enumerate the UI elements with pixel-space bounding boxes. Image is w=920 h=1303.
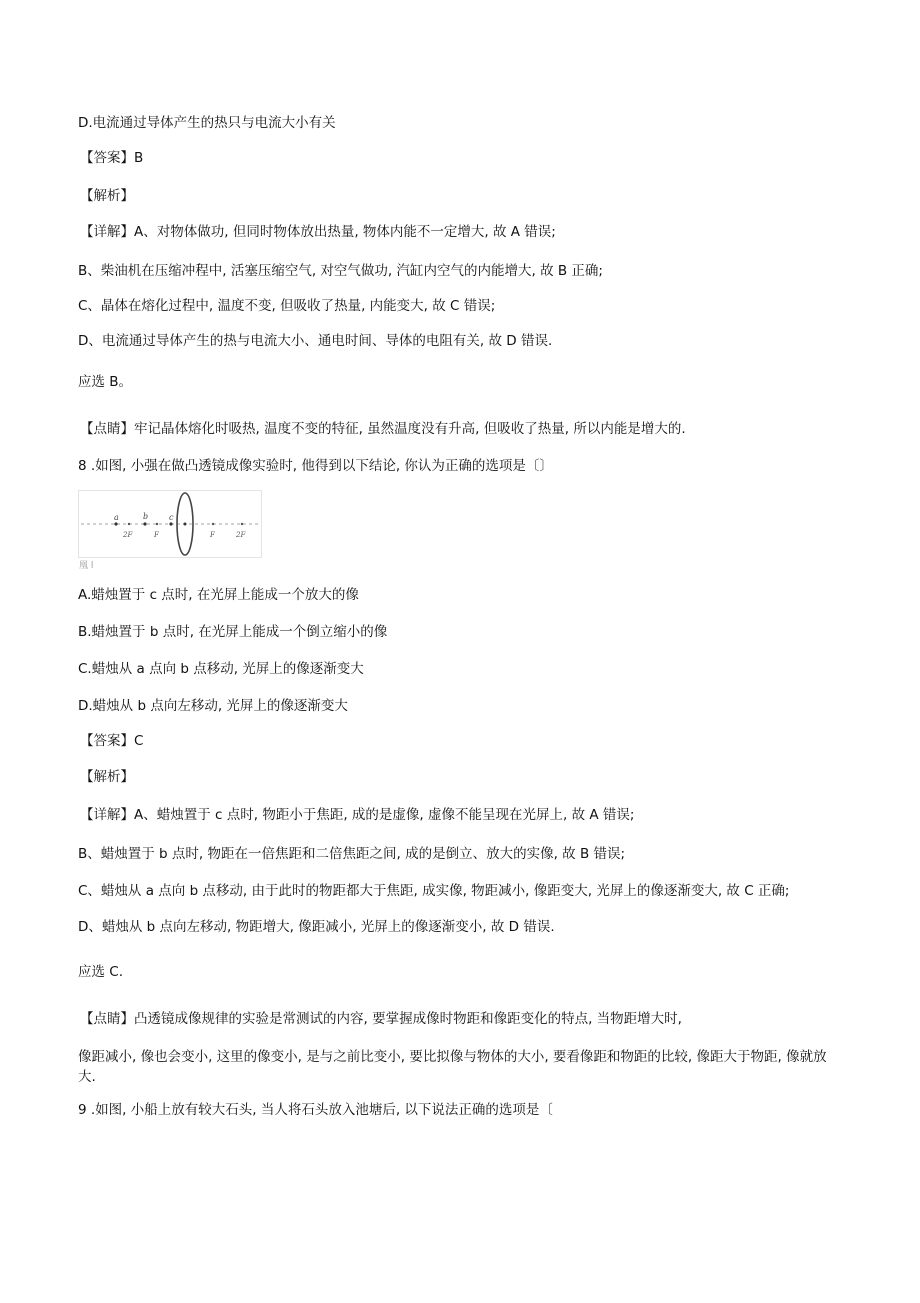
q8-question: 8 .如图, 小强在做凸透镜成像实验时, 他得到以下结论, 你认为正确的选项是〔〕 bbox=[78, 458, 553, 474]
q8-choose: 应选 C. bbox=[78, 964, 124, 980]
q7-choose: 应选 B。 bbox=[78, 374, 133, 390]
convex-lens-figure bbox=[78, 490, 262, 558]
point-f-left-dot bbox=[156, 523, 158, 525]
point-2f-right-dot bbox=[241, 523, 243, 525]
label-a: a bbox=[114, 513, 119, 522]
q8-detail-b: B、蜡烛置于 b 点时, 物距在一倍焦距和二倍焦距之间, 成的是倒立、放大的实像, 故 B 错误; bbox=[78, 846, 626, 862]
lens-diagram bbox=[79, 491, 261, 557]
q8-tip-line-1: 【点睛】凸透镜成像规律的实验是常测试的内容, 要掌握成像时物距和像距变化的特点, 当物距增大时, bbox=[80, 1011, 682, 1027]
optical-center bbox=[184, 523, 187, 526]
q8-analysis-heading: 【解析】 bbox=[80, 769, 134, 785]
label-f-left: F bbox=[154, 531, 159, 539]
q8-detail-a: 【详解】A、蜡烛置于 c 点时, 物距小于焦距, 成的是虚像, 虚像不能呈现在光屏上, 故 A 错误; bbox=[80, 807, 635, 823]
q7-detail-d: D、电流通过导体产生的热与电流大小、通电时间、导体的电阻有关, 故 D 错误. bbox=[78, 333, 553, 349]
q7-detail-b: B、柴油机在压缩冲程中, 活塞压缩空气, 对空气做功, 汽缸内空气的内能增大, 故 B 正确; bbox=[78, 263, 603, 279]
label-2f-left: 2F bbox=[123, 531, 133, 539]
q7-analysis-heading: 【解析】 bbox=[80, 188, 134, 204]
q8-tip-line-2: 像距减小, 像也会变小, 这里的像变小, 是与之前比变小, 要比拟像与物体的大小, 要看像距和物距的比较, 像距大于物距, 像就放大. bbox=[78, 1049, 827, 1085]
point-b-dot bbox=[143, 522, 146, 525]
q7-detail-a: 【详解】A、对物体做功, 但同时物体放出热量, 物体内能不一定增大, 故 A 错误; bbox=[80, 224, 556, 240]
q8-option-c: C.蜡烛从 a 点向 b 点移动, 光屏上的像逐渐变大 bbox=[78, 661, 364, 677]
label-b: b bbox=[143, 512, 149, 521]
label-f-right: F bbox=[210, 531, 215, 539]
q8-detail-c: C、蜡烛从 a 点向 b 点移动, 由于此时的物距都大于焦距, 成实像, 物距减小, 像距变大, 光屏上的像逐渐变大, 故 C 正确; bbox=[78, 883, 790, 899]
q8-answer: 【答案】C bbox=[80, 733, 144, 749]
q7-tip: 【点睛】牢记晶体熔化时吸热, 温度不变的特征, 虽然温度没有升高, 但吸收了热量, 所以内能是增大的. bbox=[80, 421, 686, 437]
q7-option-d: D.电流通过导体产生的热只与电流大小有关 bbox=[78, 115, 336, 131]
q9-question: 9 .如图, 小船上放有较大石头, 当人将石头放入池塘后, 以下说法正确的选项是〔 bbox=[78, 1102, 553, 1118]
point-c-dot bbox=[169, 522, 172, 525]
figure-caption: 凰 l bbox=[79, 561, 94, 571]
q8-option-b: B.蜡烛置于 b 点时, 在光屏上能成一个倒立缩小的像 bbox=[78, 624, 388, 640]
label-2f-right: 2F bbox=[236, 531, 246, 539]
q7-detail-c: C、晶体在熔化过程中, 温度不变, 但吸收了热量, 内能变大, 故 C 错误; bbox=[78, 298, 496, 314]
q8-detail-d: D、蜡烛从 b 点向左移动, 物距增大, 像距减小, 光屏上的像逐渐变小, 故 D 错误. bbox=[78, 919, 555, 935]
point-a-dot bbox=[114, 522, 117, 525]
q8-option-d: D.蜡烛从 b 点向左移动, 光屏上的像逐渐变大 bbox=[78, 698, 348, 714]
q8-option-a: A.蜡烛置于 c 点时, 在光屏上能成一个放大的像 bbox=[78, 587, 359, 603]
point-2f-left-dot bbox=[128, 523, 130, 525]
label-c: c bbox=[169, 513, 174, 522]
point-f-right-dot bbox=[212, 523, 214, 525]
q7-answer: 【答案】B bbox=[80, 150, 144, 166]
